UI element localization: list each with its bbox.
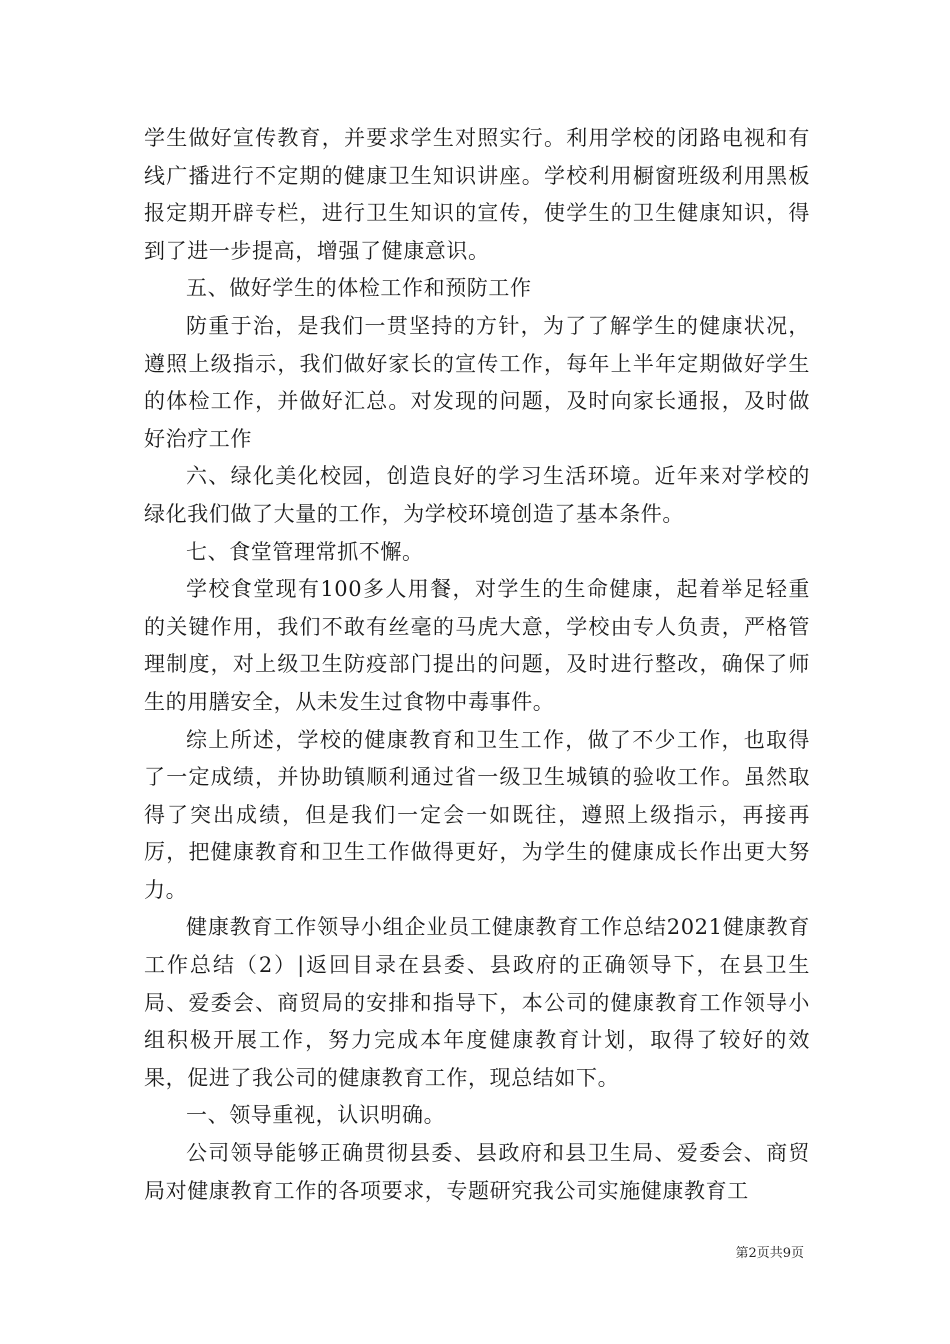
paragraph-health-check: 防重于治，是我们一贯坚持的方针，为了了解学生的健康状况，遵照上级指示，我们做好家长的宣传工作，每年上半年定期做好学生的体检工作，并做好汇总。对发现的问题，及时向家长通报，及时做好治疗工作 [144, 313, 810, 451]
heading-section-1: 一、领导重视，认识明确。 [186, 1103, 446, 1128]
paragraph-canteen: 学校食堂现有100多人用餐，对学生的生命健康，起着举足轻重的关键作用，我们不敢有丝毫的马虎大意，学校由专人负责，严格管理制度，对上级卫生防疫部门提出的问题，及时进行整改，确保了师生的用膳安全，从未发生过食物中毒事件。 [144, 577, 810, 714]
paragraph-company-intro: 健康教育工作领导小组企业员工健康教育工作总结2021健康教育工作总结（2）|返回目录在县委、县政府的正确领导下，在县卫生局、爱委会、商贸局的安排和指导下，本公司的健康教育工作领导小组积极开展工作，努力完成本年度健康教育计划，取得了较好的效果，促进了我公司的健康教育工作，现总结如下。 [144, 915, 810, 1090]
paragraph-1: 学生做好宣传教育，并要求学生对照实行。利用学校的闭路电视和有线广播进行不定期的健康卫生知识讲座。学校利用橱窗班级利用黑板报定期开辟专栏，进行卫生知识的宣传，使学生的卫生健康知识，得到了进一步提高，增强了健康意识。 [144, 126, 810, 263]
page-number: 第2页共9页 [735, 1246, 804, 1261]
paragraph-summary: 综上所述，学校的健康教育和卫生工作，做了不少工作，也取得了一定成绩，并协助镇顺利通过省一级卫生城镇的验收工作。虽然取得了突出成绩，但是我们一定会一如既往，遵照上级指示，再接再厉，把健康教育和卫生工作做得更好，为学生的健康成长作出更大努力。 [144, 727, 810, 902]
document-body [144, 120, 810, 1210]
paragraph-leadership: 公司领导能够正确贯彻县委、县政府和县卫生局、爱委会、商贸局对健康教育工作的各项要求，专题研究我公司实施健康教育工 [144, 1141, 810, 1203]
heading-section-5: 五、做好学生的体检工作和预防工作 [186, 276, 532, 301]
heading-section-7: 七、食堂管理常抓不懈。 [186, 539, 424, 564]
heading-section-6: 六、绿化美化校园，创造良好的学习生活环境。近年来对学校的绿化我们做了大量的工作，为学校环境创造了基本条件。 [144, 464, 810, 526]
